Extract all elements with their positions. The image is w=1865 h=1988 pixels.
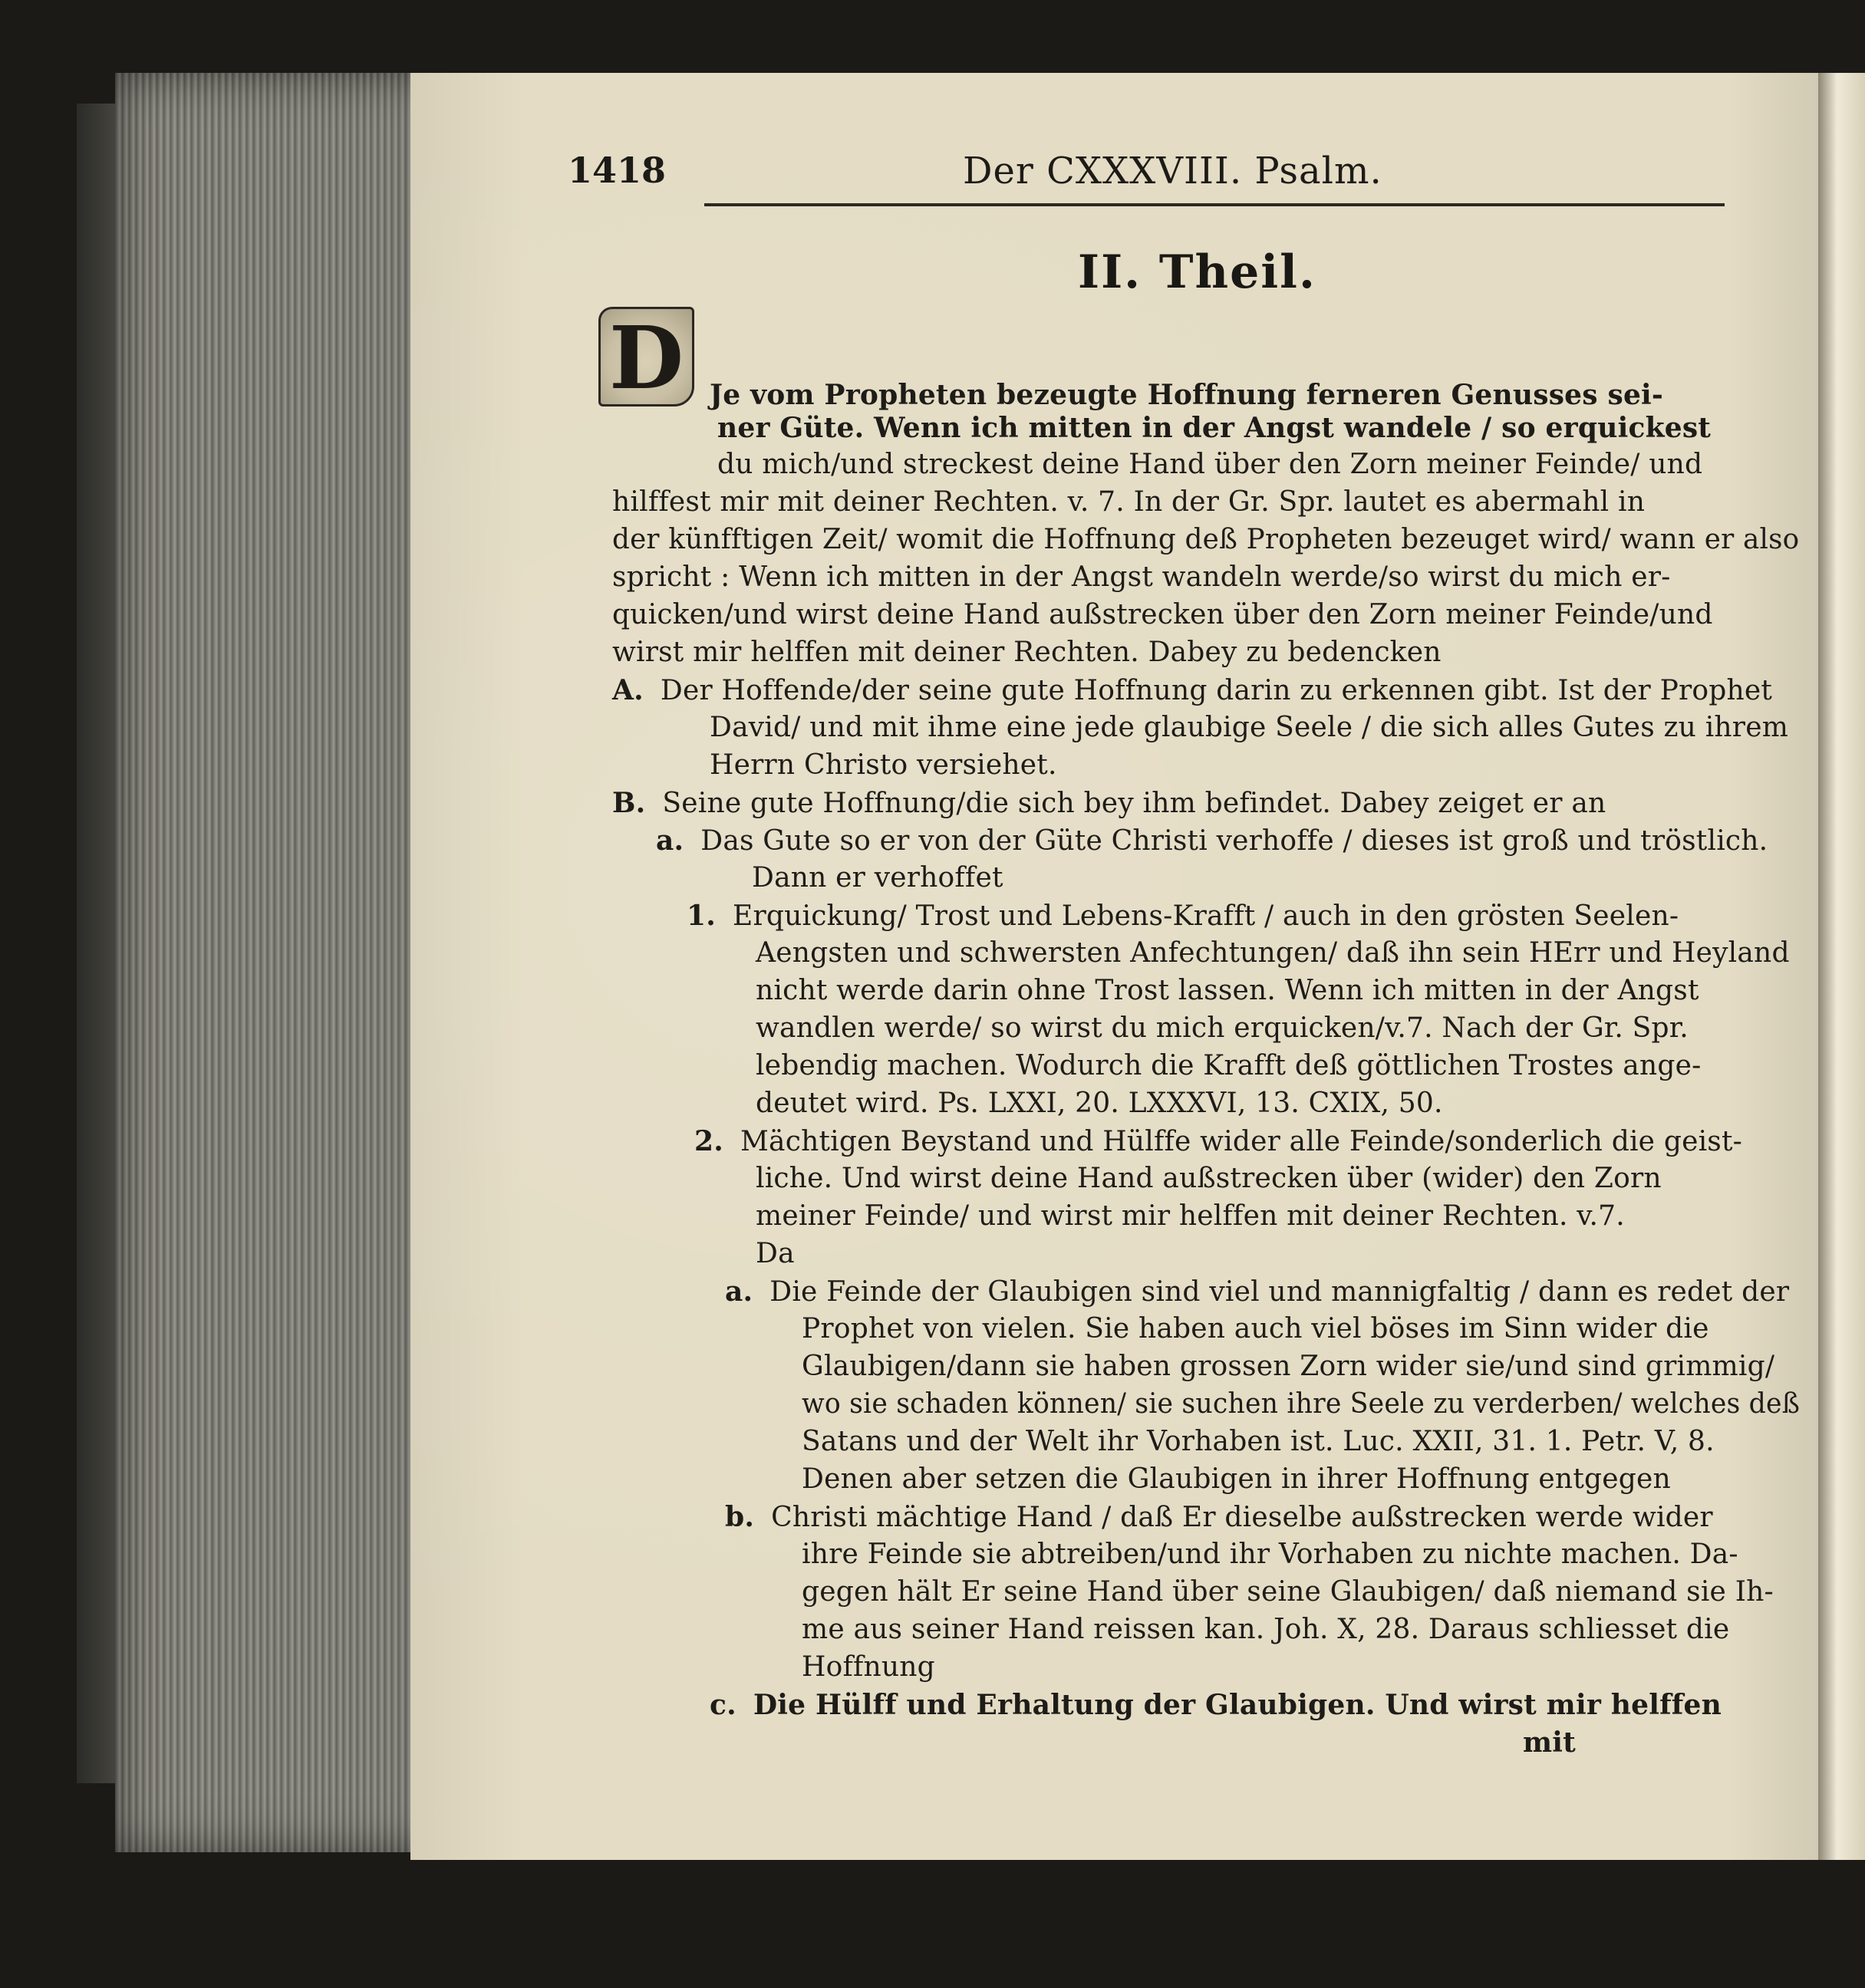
text-line xyxy=(612,634,1442,672)
line-text: du mich/und streckest deine Hand über den Zorn meiner Feinde/ und xyxy=(717,449,1703,480)
drop-cap-initial: D xyxy=(598,307,694,406)
line-text: Prophet von vielen. Sie haben auch viel böses im Sinn wider die xyxy=(802,1313,1709,1345)
line-text: hilffest mir mit deiner Rechten. v. 7. In der Gr. Spr. lautet es abermahl in xyxy=(612,486,1646,518)
text-line xyxy=(612,521,1799,559)
body-text xyxy=(410,73,1841,1860)
text-line xyxy=(802,1535,1738,1574)
text-line xyxy=(725,1272,1789,1312)
line-text: Da xyxy=(756,1238,795,1269)
text-line xyxy=(756,1047,1701,1085)
line-text: liche. Und wirst deine Hand außstrecken über (wider) den Zorn xyxy=(756,1163,1662,1194)
page-edges xyxy=(115,73,437,1852)
line-text: Das Gute so er von der Güte Christi verhoffe / dieses ist groß und tröstlich. xyxy=(700,825,1768,857)
line-text: Aengsten und schwersten Anfechtungen/ daß ihn sein HErr und Heyland xyxy=(756,937,1790,969)
line-text: Herrn Christo versiehet. xyxy=(710,749,1057,781)
line-text: Denen aber setzen die Glaubigen in ihrer Hoffnung entgegen xyxy=(802,1463,1671,1495)
text-line xyxy=(802,1611,1729,1649)
text-line xyxy=(612,558,1671,597)
line-text: wandlen werde/ so wirst du mich erquicken/v.7. Nach der Gr. Spr. xyxy=(756,1012,1689,1044)
text-line xyxy=(756,972,1699,1010)
line-text: wirst mir helffen mit deiner Rechten. Dabey zu bedencken xyxy=(612,637,1442,668)
line-text: Hoffnung xyxy=(802,1651,935,1683)
line-text: ihre Feinde sie abtreiben/und ihr Vorhaben zu nichte machen. Da- xyxy=(802,1539,1738,1570)
line-text: Satans und der Welt ihr Vorhaben ist. Luc. XXII, 31. 1. Petr. V, 8. xyxy=(802,1426,1715,1457)
outline-marker: c. xyxy=(710,1689,736,1721)
text-line xyxy=(710,709,1788,747)
line-text: deutet wird. Ps. LXXI, 20. LXXXVI, 13. CXIX, 50. xyxy=(756,1088,1443,1119)
facing-page-edge xyxy=(1818,73,1865,1860)
line-text: ner Güte. Wenn ich mitten in der Angst wandele / so erquickest xyxy=(717,412,1712,444)
outline-marker: a. xyxy=(656,824,684,857)
outline-marker: A. xyxy=(612,674,644,706)
line-text: me aus seiner Hand reissen kan. Joh. X, 28. Daraus schliesset die xyxy=(802,1614,1730,1645)
running-title: Der CXXXVIII. Psalm. xyxy=(963,150,1382,193)
text-line xyxy=(802,1310,1709,1348)
text-line xyxy=(802,1460,1671,1499)
outline-marker: 2. xyxy=(694,1125,723,1157)
section-heading: II. Theil. xyxy=(1078,245,1316,299)
text-line xyxy=(710,1686,1722,1724)
line-text: mit xyxy=(1523,1726,1576,1759)
line-text: Die Feinde der Glaubigen sind viel und mannigfaltig / dann es redet der xyxy=(769,1276,1790,1308)
outline-marker: B. xyxy=(612,787,646,819)
text-line xyxy=(802,1423,1715,1461)
line-text: Mächtigen Beystand und Hülffe wider alle Feinde/sonderlich die geist- xyxy=(740,1126,1742,1157)
text-line xyxy=(756,1160,1662,1198)
text-line xyxy=(687,897,1679,936)
line-text: lebendig machen. Wodurch die Krafft deß göttlichen Trostes ange- xyxy=(756,1050,1702,1081)
text-line xyxy=(756,1009,1689,1048)
line-text: der künfftigen Zeit/ womit die Hoffnung deß Propheten bezeuget wird/ wann er also xyxy=(612,524,1800,555)
book-page xyxy=(410,73,1841,1860)
text-line xyxy=(656,821,1768,861)
text-line xyxy=(756,934,1790,973)
text-line xyxy=(612,596,1713,634)
line-text: Seine gute Hoffnung/die sich bey ihm befindet. Dabey zeiget er an xyxy=(662,788,1606,819)
text-line xyxy=(802,1348,1774,1386)
text-line xyxy=(694,1122,1742,1161)
text-line xyxy=(802,1573,1774,1611)
text-line xyxy=(802,1648,935,1687)
text-line xyxy=(802,1385,1800,1424)
line-text: Die Hülff und Erhaltung der Glaubigen. Und wirst mir helffen xyxy=(753,1689,1722,1721)
line-text: wo sie schaden können/ sie suchen ihre Seele zu verderben/ welches deß xyxy=(802,1388,1801,1420)
text-line xyxy=(1523,1723,1576,1762)
line-text: Christi mächtige Hand / daß Er dieselbe außstrecken werde wider xyxy=(771,1502,1713,1533)
text-line xyxy=(612,784,1606,823)
text-line xyxy=(756,1235,795,1273)
outline-marker: b. xyxy=(725,1501,755,1533)
line-text: nicht werde darin ohne Trost lassen. Wenn ich mitten in der Angst xyxy=(756,975,1699,1006)
line-text: meiner Feinde/ und wirst mir helffen mit deiner Rechten. v.7. xyxy=(756,1200,1625,1232)
text-line xyxy=(725,1498,1713,1537)
line-text: quicken/und wirst deine Hand außstrecken über den Zorn meiner Feinde/und xyxy=(612,599,1713,630)
line-text: David/ und mit ihme eine jede glaubige Seele / die sich alles Gutes zu ihrem xyxy=(710,712,1789,743)
line-text: Glaubigen/dann sie haben grossen Zorn wider sie/und sind grimmig/ xyxy=(802,1351,1775,1382)
text-line xyxy=(756,1085,1443,1123)
text-line xyxy=(717,446,1702,484)
text-line xyxy=(756,1197,1625,1236)
line-text: Der Hoffende/der seine gute Hoffnung darin zu erkennen gibt. Ist der Prophet xyxy=(660,675,1773,706)
line-text: gegen hält Er seine Hand über seine Glaubigen/ daß niemand sie Ih- xyxy=(802,1576,1774,1608)
text-line xyxy=(612,483,1645,522)
outline-marker: 1. xyxy=(687,900,716,932)
line-text: Erquickung/ Trost und Lebens-Krafft / auch in den grösten Seelen- xyxy=(732,900,1679,932)
line-text: Je vom Propheten bezeugte Hoffnung ferneren Genusses sei- xyxy=(710,379,1664,411)
line-text: spricht : Wenn ich mitten in der Angst wandeln werde/so wirst du mich er- xyxy=(612,561,1671,593)
page-number: 1418 xyxy=(568,150,667,191)
text-line xyxy=(612,671,1772,710)
outline-marker: a. xyxy=(725,1275,753,1308)
line-text: Dann er verhoffet xyxy=(752,862,1003,894)
text-line xyxy=(752,859,1003,897)
text-line xyxy=(710,746,1057,785)
text-line xyxy=(717,409,1711,447)
